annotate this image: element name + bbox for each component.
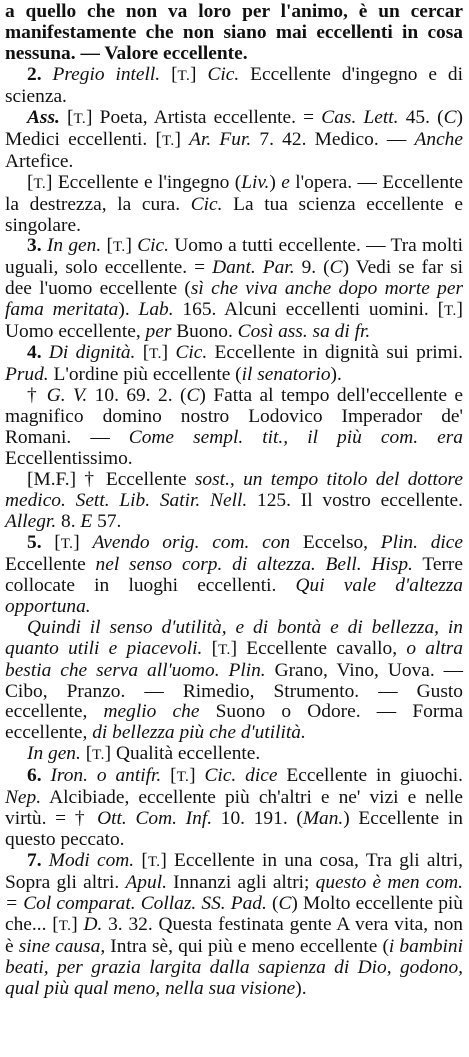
- text-run: Cic.: [190, 193, 223, 215]
- text-run: 8.: [56, 510, 81, 532]
- text-run: Prud.: [5, 364, 49, 386]
- entry-paragraph: [5, 236, 463, 343]
- entry-paragraph: [5, 851, 463, 1000]
- text-run: †: [27, 385, 47, 407]
- text-run: 7. 42. Medico. —: [251, 128, 415, 150]
- text-run: [: [101, 235, 113, 257]
- text-run: Lab.: [138, 299, 174, 321]
- text-run: ).: [330, 364, 342, 386]
- text-run: ).: [295, 977, 307, 999]
- text-run: (: [266, 893, 279, 915]
- text-run: Eccellente in dignità sui primi.: [207, 342, 464, 364]
- text-run: di bellezza più che d'utilità.: [92, 722, 306, 744]
- text-run: C: [186, 385, 200, 407]
- text-run: Eccelso,: [290, 531, 381, 553]
- text-run: Avendo orig. com. con: [92, 531, 291, 553]
- text-run: , Intra sè, qui più e meno eccellente (: [100, 935, 389, 957]
- text-run: [: [135, 342, 150, 364]
- text-run: Eccellente d'ingegno e di scienza.: [5, 63, 463, 107]
- text-run: [M.F.] † Eccellente: [27, 468, 195, 490]
- text-run: D.: [83, 913, 103, 935]
- text-run: 125. Il vostro eccellente.: [247, 489, 463, 511]
- text-run: Buono.: [171, 321, 238, 343]
- text-run: Cic. dice: [204, 765, 278, 787]
- entry-paragraph: [5, 108, 463, 173]
- text-run: o altra bestia che serva all'uomo. Plin.: [5, 637, 463, 681]
- text-run: [: [54, 531, 61, 553]
- text-run: meglio che: [103, 701, 200, 723]
- entry-paragraph: [5, 173, 463, 237]
- text-run: Cas. Lett.: [321, 106, 399, 128]
- text-run: Ott. Com. Inf.: [97, 808, 213, 830]
- text-run: a quello che non va loro per l'animo, è un cercar manifestamente che non siano mai eccellenti in cosa nessuna. — Valore eccellente.: [5, 1, 463, 64]
- text-run: 165. Alcuni eccellenti uomini. [: [173, 299, 445, 321]
- text-run: Suono o Odore. — Forma eccellente,: [5, 701, 463, 744]
- text-run: 4.: [27, 342, 49, 364]
- text-run: 3. 32. Questa festinata gente A vera vita, non è: [5, 913, 463, 957]
- text-run: In gen.: [27, 743, 81, 765]
- source-tag: T.: [112, 239, 126, 256]
- entry-paragraph: [5, 618, 463, 745]
- entry-paragraph: [5, 386, 463, 470]
- text-run: In gen.: [46, 235, 102, 257]
- entry-paragraph: [5, 343, 463, 386]
- text-run: G. V.: [46, 385, 88, 407]
- text-run: Apul.: [125, 872, 167, 894]
- entry-paragraph: [5, 65, 463, 108]
- text-run: ): [269, 171, 282, 193]
- text-run: il senatorio: [241, 364, 331, 386]
- text-run: 7.: [27, 850, 49, 872]
- text-run: Cic.: [175, 342, 208, 364]
- text-run: Eccellente in giuochi.: [277, 765, 464, 787]
- text-run: Allegr.: [5, 510, 57, 532]
- source-tag: T.: [444, 303, 457, 320]
- text-run: Quindi il senso d'utilità, e di bontà e di bellezza, in quanto utili e piacevoli.: [5, 616, 463, 659]
- text-run: Modi com.: [48, 850, 135, 872]
- text-run: ]: [189, 765, 205, 787]
- text-run: 10. 191. (: [212, 808, 303, 830]
- text-run: l'opera. — Eccellente la destrezza, la cura.: [5, 171, 464, 215]
- dictionary-page: [5, 2, 463, 1000]
- text-run: e: [281, 171, 290, 193]
- text-run: Liv.: [241, 171, 270, 193]
- text-run: questo è men com. = Col comparat. Collaz. SS. Pad.: [5, 872, 464, 915]
- text-run: 45. (: [398, 106, 444, 128]
- text-run: E: [80, 510, 93, 532]
- source-tag: T.: [33, 175, 46, 192]
- text-run: [: [27, 171, 34, 193]
- text-run: Ar. Fur.: [189, 128, 252, 150]
- text-run: 3.: [27, 235, 47, 257]
- text-run: Innanzi agli altri;: [166, 872, 316, 894]
- text-run: ] Eccellente cavallo,: [230, 637, 407, 659]
- text-run: Eccellente: [5, 553, 96, 575]
- source-tag: T.: [218, 641, 231, 658]
- text-run: Come sempl. tit., il più com. era: [128, 427, 463, 449]
- text-run: ]: [125, 235, 138, 257]
- text-run: ]: [73, 531, 93, 553]
- text-run: ]: [190, 63, 208, 85]
- text-run: [: [80, 743, 93, 765]
- text-run: ] Poeta, Artista eccellente. =: [86, 106, 322, 128]
- text-run: ] Eccellente e l'ingegno (: [45, 171, 242, 193]
- text-run: [: [160, 63, 178, 85]
- text-run: Iron. o antifr.: [50, 765, 162, 787]
- text-run: [: [59, 106, 74, 128]
- text-run: Qui vale d'altezza opportuna.: [5, 574, 463, 617]
- source-tag: T.: [92, 747, 105, 764]
- text-run: Uomo a tutti eccellente. — Tra molti uguali, solo eccellente. =: [5, 235, 463, 279]
- text-run: Cic.: [137, 235, 169, 257]
- text-run: ]: [71, 913, 84, 935]
- text-run: nel senso corp. di altezza. Bell. Hisp.: [95, 553, 413, 575]
- text-run: Man.: [302, 808, 344, 830]
- text-run: ) Eccellente in questo peccato.: [5, 808, 463, 851]
- text-run: 2.: [27, 63, 53, 85]
- text-run: sine causa: [18, 935, 101, 957]
- text-run: Artefice.: [5, 150, 74, 172]
- text-run: 10. 69. 2. (: [87, 385, 187, 407]
- text-run: ) Molto eccellente più che... [: [5, 893, 463, 935]
- text-run: sost., un tempo titolo del dottore medico. Sett. Lib. Satir. Nell.: [5, 468, 463, 511]
- text-run: C: [278, 893, 292, 915]
- text-run: sì che viva anche dopo morte per fama meritata: [5, 278, 463, 321]
- text-run: L'ordine più eccellente (: [48, 364, 242, 386]
- text-run: [: [161, 765, 177, 787]
- text-run: Grano, Vino, Uova. — Cibo, Pranzo. — Rimedio, Strumento. — Gusto eccellente,: [5, 659, 463, 723]
- source-tag: T.: [60, 535, 74, 552]
- text-run: Così ass. sa di fr.: [237, 321, 371, 343]
- text-run: ]: [161, 342, 176, 364]
- entry-paragraph: [5, 470, 463, 533]
- text-run: 5.: [27, 531, 55, 553]
- text-run: ] Uomo eccellente,: [5, 299, 464, 343]
- source-tag: T.: [147, 854, 161, 871]
- text-run: C: [443, 106, 457, 128]
- source-tag: T.: [176, 769, 190, 786]
- source-tag: T.: [73, 110, 87, 127]
- text-run: [: [134, 850, 148, 872]
- text-run: Plin. dice: [380, 531, 463, 553]
- text-run: Alcibiade, eccellente più ch'altri e ne' vizi e nelle virtù. = †: [5, 787, 463, 830]
- text-run: ) Fatta al tempo dell'eccellente e magnifico domino nostro Lodovico Imperador de' Romani. —: [5, 385, 463, 449]
- text-run: Di dignità.: [48, 342, 136, 364]
- text-run: ] Eccellente in una cosa, Tra gli altri, Sopra gli altri.: [5, 850, 463, 894]
- text-run: 57.: [92, 510, 122, 532]
- text-run: Terre collocate in luoghi eccellenti.: [5, 553, 463, 596]
- entry-paragraph: [5, 533, 463, 618]
- text-run: [: [202, 637, 219, 659]
- text-run: i bambini beati, per grazia largita dalla sapienza di Dio, godono, qual più qual meno, nella sua visione: [5, 935, 463, 999]
- text-run: 9. (: [294, 257, 330, 279]
- text-run: ).: [118, 299, 139, 321]
- source-tag: T.: [149, 346, 162, 363]
- source-tag: T.: [58, 917, 72, 934]
- text-run: ]: [174, 128, 190, 150]
- text-run: Ass.: [27, 106, 60, 128]
- text-run: Nep.: [5, 787, 42, 809]
- text-run: ) Medici eccellenti. [: [5, 106, 463, 150]
- entry-paragraph: [5, 744, 463, 766]
- text-run: Cic.: [207, 63, 240, 85]
- text-run: ) Vedi se far si dee l'uomo eccellente (: [5, 257, 463, 300]
- text-run: C: [329, 257, 343, 279]
- text-run: Eccellentissimo.: [5, 448, 133, 470]
- text-run: Dant. Par.: [212, 257, 295, 279]
- text-run: 6.: [27, 765, 51, 787]
- text-run: per: [145, 321, 172, 343]
- source-tag: T.: [177, 67, 191, 84]
- source-tag: T.: [161, 132, 175, 149]
- text-run: Anche: [414, 128, 463, 150]
- text-run: ] Qualità eccellente.: [104, 743, 261, 765]
- text-run: Pregio intell.: [52, 63, 161, 85]
- entry-paragraph: [5, 766, 463, 851]
- text-run: La tua scienza eccellente e singolare.: [5, 193, 463, 236]
- entry-paragraph: [5, 2, 463, 65]
